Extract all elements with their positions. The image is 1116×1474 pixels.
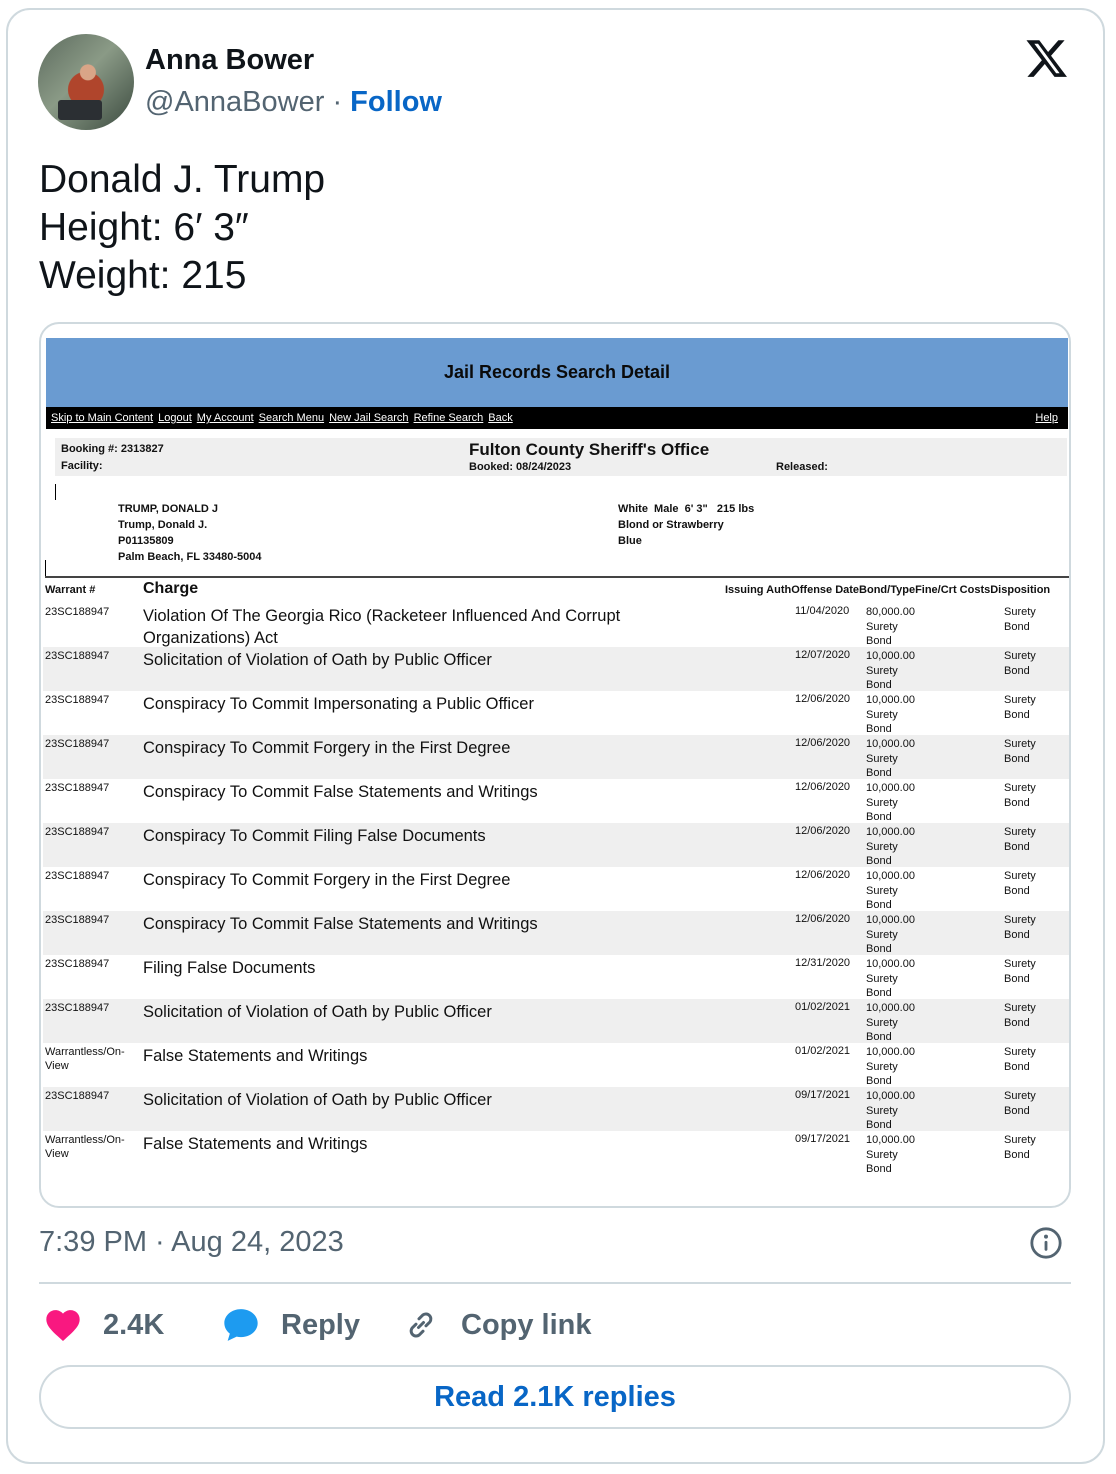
bond-line: Surety <box>866 1148 898 1161</box>
tweet-line: Weight: 215 <box>39 254 247 297</box>
charge-row <box>43 691 1069 735</box>
author-avatar[interactable] <box>38 34 134 130</box>
doc-nav-link: Skip to Main Content <box>51 412 154 424</box>
heart-icon <box>43 1305 83 1345</box>
charge-description: Solicitation of Violation of Oath by Public Officer <box>143 1003 492 1021</box>
author-handle-row <box>145 86 442 119</box>
charge-row <box>43 603 1069 647</box>
charge-description: Conspiracy To Commit Filing False Documents <box>143 827 486 845</box>
link-icon <box>401 1305 441 1345</box>
person-line: Trump, Donald J. <box>118 519 208 531</box>
warrant-number: 23SC188947 <box>45 870 110 882</box>
bond-line: Surety <box>866 928 898 941</box>
bond-line: 10,000.00 <box>866 1090 915 1102</box>
charge-description: Violation Of The Georgia Rico (Racketeer Influenced And Corrupt Organizations) Act <box>143 607 621 647</box>
bond-line: Surety <box>866 972 898 985</box>
disposition <box>1004 781 1036 810</box>
charge-row <box>43 1043 1069 1087</box>
bond-line: Bond <box>866 723 892 735</box>
bond-line: Surety <box>866 1104 898 1117</box>
office-name: Fulton County Sheriff's Office <box>469 440 710 459</box>
warrant-number: 23SC188947 <box>45 826 110 838</box>
disposition-line: Surety <box>1004 826 1036 838</box>
disposition-line: Bond <box>1004 620 1030 633</box>
read-replies-button[interactable]: Read 2.1K replies <box>39 1365 1071 1429</box>
bond-line: Surety <box>866 884 898 897</box>
disposition-line: Bond <box>1004 1060 1030 1073</box>
charge-description: Conspiracy To Commit False Statements and Writings <box>143 783 538 801</box>
bond-line: Bond <box>866 811 892 823</box>
disposition-line: Surety <box>1004 606 1036 618</box>
tweet-line: Height: 6′ 3″ <box>39 206 249 249</box>
person-details <box>118 501 262 565</box>
booking-number: Booking #: 2313827 <box>61 443 164 455</box>
disposition-line: Surety <box>1004 782 1036 794</box>
charges-table-header <box>41 578 1071 600</box>
bond-line: Bond <box>866 987 892 999</box>
disposition-line: Bond <box>1004 1016 1030 1029</box>
doc-nav-link: Logout <box>158 412 192 424</box>
disposition-line: Bond <box>1004 972 1030 985</box>
tweet-text <box>39 156 325 300</box>
disposition-line: Surety <box>1004 958 1036 970</box>
bond-type <box>866 1045 915 1089</box>
tweet-actions <box>39 1300 739 1350</box>
bond-line: Surety <box>866 840 898 853</box>
description-line: White Male 6' 3" 215 lbs <box>618 503 755 515</box>
warrant-number: 23SC188947 <box>45 738 110 750</box>
charge-row <box>43 999 1069 1043</box>
disposition <box>1004 957 1036 986</box>
charges-table-body <box>43 603 1069 1175</box>
disposition-line: Surety <box>1004 870 1036 882</box>
disposition-line: Surety <box>1004 1090 1036 1102</box>
bond-line: 10,000.00 <box>866 694 915 706</box>
offense-date: 09/17/2021 <box>795 1133 851 1145</box>
booking-info <box>55 438 1067 476</box>
disposition <box>1004 605 1036 634</box>
disposition-line: Surety <box>1004 694 1036 706</box>
bond-type <box>866 605 915 649</box>
warrant-number: 23SC188947 <box>45 914 110 926</box>
disposition-line: Surety <box>1004 650 1036 662</box>
charge-row <box>43 955 1069 999</box>
info-icon[interactable] <box>1029 1226 1063 1260</box>
person-line: TRUMP, DONALD J <box>118 503 219 515</box>
bond-line: Bond <box>866 1075 892 1087</box>
warrant-number: Warrantless/On-View <box>45 1046 125 1072</box>
booked-date: Booked: 08/24/2023 <box>469 461 572 473</box>
doc-nav-link: New Jail Search <box>329 412 409 424</box>
col-warrant: Warrant # <box>45 584 96 596</box>
warrant-number: Warrantless/On-View <box>45 1134 125 1160</box>
author-name[interactable]: Anna Bower <box>145 44 315 76</box>
charge-row <box>43 647 1069 691</box>
bond-line: 10,000.00 <box>866 1002 915 1014</box>
bond-line: Bond <box>866 899 892 911</box>
bond-line: Surety <box>866 796 898 809</box>
bond-type <box>866 1001 915 1045</box>
disposition <box>1004 649 1036 678</box>
bond-line: 10,000.00 <box>866 650 915 662</box>
bond-type <box>866 957 915 1001</box>
doc-nav-link: Back <box>488 412 513 424</box>
disposition <box>1004 1089 1036 1118</box>
disposition <box>1004 693 1036 722</box>
bond-line: 80,000.00 <box>866 606 915 618</box>
disposition-line: Bond <box>1004 752 1030 765</box>
disposition-line: Bond <box>1004 664 1030 677</box>
bond-type <box>866 649 915 693</box>
charge-description: False Statements and Writings <box>143 1047 368 1065</box>
bond-line: 10,000.00 <box>866 1134 915 1146</box>
disposition <box>1004 1045 1036 1074</box>
like-count: 2.4K <box>103 1308 165 1341</box>
bond-line: 10,000.00 <box>866 782 915 794</box>
charge-row <box>43 1131 1069 1175</box>
warrant-number: 23SC188947 <box>45 958 110 970</box>
actions-divider <box>39 1282 1071 1284</box>
bond-line: Bond <box>866 855 892 867</box>
offense-date: 12/31/2020 <box>795 957 851 969</box>
bond-type <box>866 1133 915 1177</box>
x-logo-icon[interactable] <box>1024 36 1070 80</box>
doc-nav-link: Search Menu <box>258 412 325 424</box>
disposition-line: Bond <box>1004 1148 1030 1161</box>
bond-line: Bond <box>866 635 892 647</box>
description-line: Blue <box>618 535 642 547</box>
disposition <box>1004 913 1036 942</box>
bond-line: Bond <box>866 943 892 955</box>
bond-line: Surety <box>866 752 898 765</box>
disposition-line: Surety <box>1004 738 1036 750</box>
bond-type <box>866 737 915 781</box>
disposition <box>1004 1001 1036 1030</box>
offense-date: 01/02/2021 <box>795 1001 851 1013</box>
disposition-line: Bond <box>1004 796 1030 809</box>
bond-type <box>866 1089 915 1133</box>
bond-line: Bond <box>866 767 892 779</box>
handle-separator: · <box>332 86 343 118</box>
author-handle[interactable]: @AnnaBower <box>145 86 325 118</box>
bond-line: Surety <box>866 620 898 633</box>
disposition-line: Bond <box>1004 840 1030 853</box>
disposition <box>1004 737 1036 766</box>
doc-nav-link: Refine Search <box>413 412 484 424</box>
offense-date: 09/17/2021 <box>795 1089 851 1101</box>
charge-description: Solicitation of Violation of Oath by Public Officer <box>143 651 492 669</box>
released-label: Released: <box>776 461 828 473</box>
col-charge: Charge <box>143 580 199 597</box>
charge-description: Conspiracy To Commit False Statements and Writings <box>143 915 538 933</box>
bond-type <box>866 825 915 869</box>
charge-description: Filing False Documents <box>143 959 316 977</box>
physical-description <box>618 501 754 549</box>
bond-type <box>866 869 915 913</box>
charge-row <box>43 911 1069 955</box>
tweet-timestamp[interactable]: 7:39 PM · Aug 24, 2023 <box>39 1226 344 1258</box>
doc-nav-bar <box>46 407 1068 429</box>
doc-title: Jail Records Search Detail <box>46 338 1068 407</box>
copy-link-label: Copy link <box>461 1308 592 1341</box>
disposition-line: Surety <box>1004 1134 1036 1146</box>
charge-row <box>43 735 1069 779</box>
disposition-line: Surety <box>1004 1002 1036 1014</box>
charge-description: False Statements and Writings <box>143 1135 368 1153</box>
like-button[interactable] <box>43 1300 164 1350</box>
doc-help-link: Help <box>1035 412 1058 424</box>
bond-line: Bond <box>866 1119 892 1131</box>
attached-image[interactable] <box>39 322 1071 1208</box>
bond-type <box>866 913 915 957</box>
bond-line: 10,000.00 <box>866 870 915 882</box>
bond-type <box>866 781 915 825</box>
reply-label: Reply <box>281 1308 360 1341</box>
charge-description: Conspiracy To Commit Impersonating a Public Officer <box>143 695 534 713</box>
charge-row <box>43 823 1069 867</box>
warrant-number: 23SC188947 <box>45 1090 110 1102</box>
disposition-line: Surety <box>1004 1046 1036 1058</box>
col-other-headers: Issuing AuthOffense DateBond/TypeFine/Crt CostsDisposition <box>725 584 1051 596</box>
charge-row <box>43 1087 1069 1131</box>
charge-description: Conspiracy To Commit Forgery in the First Degree <box>143 871 511 889</box>
description-line: Blond or Strawberry <box>618 519 724 531</box>
bond-line: Bond <box>866 1163 892 1175</box>
reply-button[interactable] <box>221 1300 360 1350</box>
person-line: P01135809 <box>118 535 174 547</box>
charge-description: Solicitation of Violation of Oath by Public Officer <box>143 1091 492 1109</box>
copy-link-button[interactable] <box>401 1300 592 1350</box>
bond-line: Bond <box>866 1031 892 1043</box>
facility-label: Facility: <box>61 460 103 472</box>
disposition-line: Bond <box>1004 708 1030 721</box>
bond-line: 10,000.00 <box>866 826 915 838</box>
disposition-line: Bond <box>1004 928 1030 941</box>
speech-bubble-icon <box>221 1305 261 1345</box>
text-cursor <box>55 484 56 500</box>
bond-line: 10,000.00 <box>866 914 915 926</box>
offense-date: 12/06/2020 <box>795 913 851 925</box>
charge-row <box>43 867 1069 911</box>
bond-line: 10,000.00 <box>866 958 915 970</box>
warrant-number: 23SC188947 <box>45 606 110 618</box>
charge-description: Conspiracy To Commit Forgery in the First Degree <box>143 739 511 757</box>
offense-date: 01/02/2021 <box>795 1045 851 1057</box>
offense-date: 11/04/2020 <box>795 605 850 617</box>
offense-date: 12/06/2020 <box>795 781 851 793</box>
bond-line: Bond <box>866 679 892 691</box>
bond-line: Surety <box>866 1016 898 1029</box>
bond-line: Surety <box>866 1060 898 1073</box>
tweet-line: Donald J. Trump <box>39 158 326 201</box>
bond-line: 10,000.00 <box>866 738 915 750</box>
disposition <box>1004 825 1036 854</box>
offense-date: 12/06/2020 <box>795 693 851 705</box>
offense-date: 12/06/2020 <box>795 869 851 881</box>
follow-button[interactable]: Follow <box>350 86 442 118</box>
offense-date: 12/07/2020 <box>795 649 851 661</box>
offense-date: 12/06/2020 <box>795 825 851 837</box>
person-line: Palm Beach, FL 33480-5004 <box>118 551 262 563</box>
bond-type <box>866 693 915 737</box>
warrant-number: 23SC188947 <box>45 782 110 794</box>
bond-line: Surety <box>866 708 898 721</box>
disposition-line: Bond <box>1004 884 1030 897</box>
warrant-number: 23SC188947 <box>45 1002 110 1014</box>
disposition <box>1004 869 1036 898</box>
disposition <box>1004 1133 1036 1162</box>
charge-row <box>43 779 1069 823</box>
offense-date: 12/06/2020 <box>795 737 851 749</box>
warrant-number: 23SC188947 <box>45 650 110 662</box>
bond-line: Surety <box>866 664 898 677</box>
warrant-number: 23SC188947 <box>45 694 110 706</box>
doc-nav-link: My Account <box>196 412 254 424</box>
disposition-line: Surety <box>1004 914 1036 926</box>
bond-line: 10,000.00 <box>866 1046 915 1058</box>
disposition-line: Bond <box>1004 1104 1030 1117</box>
